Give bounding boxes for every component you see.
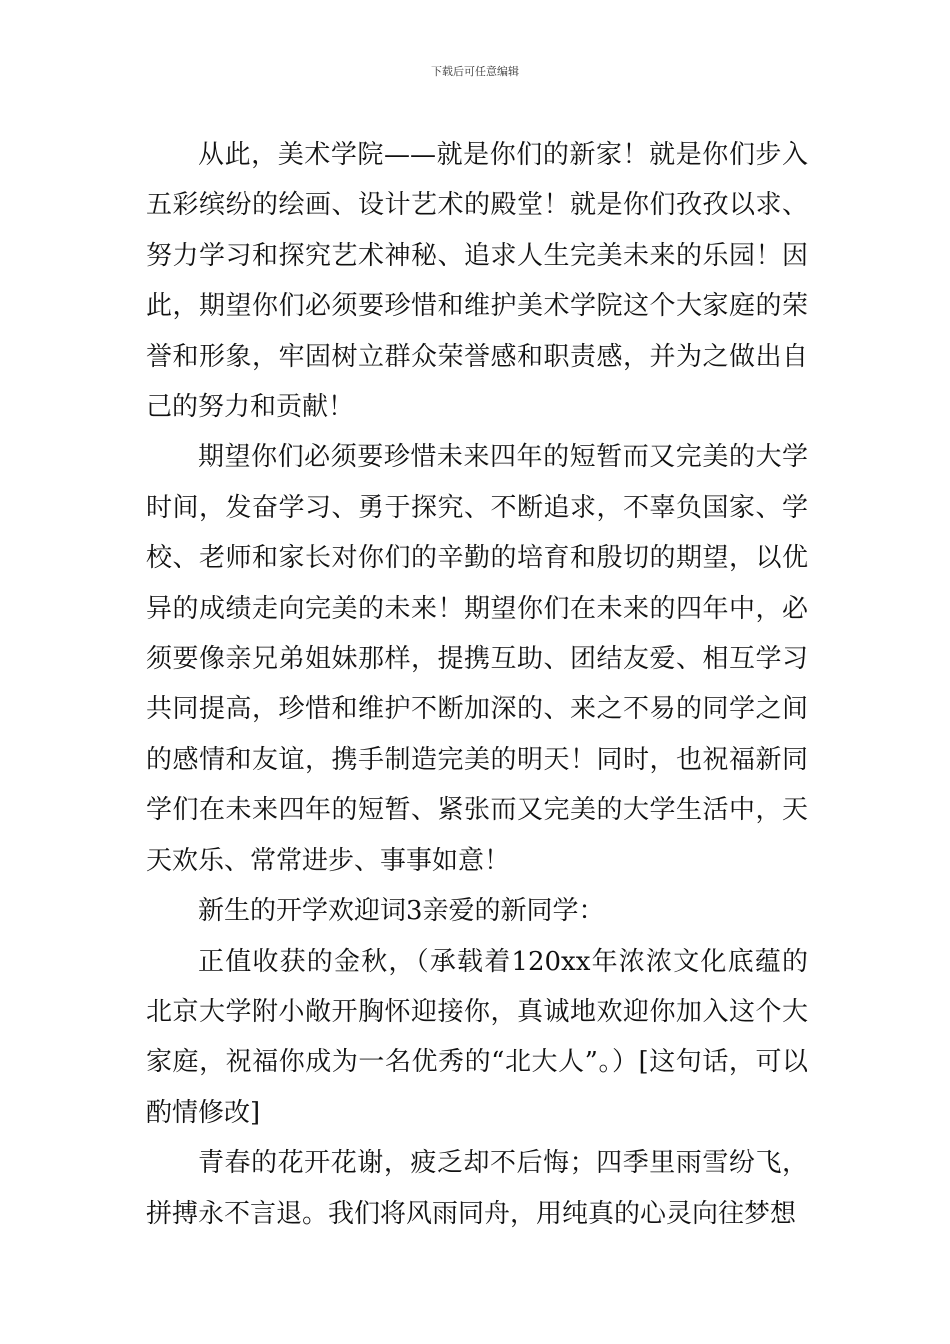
paragraph-1: 从此，美术学院——就是你们的新家！就是你们步入五彩缤纷的绘画、设计艺术的殿堂！就是你们孜孜以求、努力学习和探究艺术神秘、追求人生完美未来的乐园！因此，期望你们必须要珍惜和维护美术学院这个大家庭的荣誉和形象，牢固树立群众荣誉感和职责感，并为之做出自己的努力和贡献！ <box>146 140 808 423</box>
paragraph-2: 期望你们必须要珍惜未来四年的短暂而又完美的大学时间，发奋学习、勇于探究、不断追求，不辜负国家、学校、老师和家长对你们的辛勤的培育和殷切的期望，以优异的成绩走向完美的未来！期望你们在未来的四年中，必须要像亲兄弟姐妹那样，提携互助、团结友爱、相互学习共同提高，珍惜和维护不断加深的、来之不易的同学之间的感情和友谊，携手制造完美的明天！同时，也祝福新同学们在未来四年的短暂、紧张而又完美的大学生活中，天天欢乐、常常进步、事事如意！ <box>146 442 808 876</box>
document-body <box>146 130 808 1239</box>
page-header-note: 下载后可任意编辑 <box>431 65 519 78</box>
paragraph-5: 青春的花开花谢，疲乏却不后悔；四季里雨雪纷飞，拼搏永不言退。我们将风雨同舟，用纯真的心灵向往梦想 <box>146 1148 808 1229</box>
paragraph-4: 正值收获的金秋，（承载着120xx年浓浓文化底蕴的北京大学附小敞开胸怀迎接你，真诚地欢迎你加入这个大家庭，祝福你成为一名优秀的“北大人”。）[这句话，可以酌情修改] <box>146 946 808 1128</box>
paragraph-3: 新生的开学欢迎词3亲爱的新同学： <box>198 896 605 927</box>
